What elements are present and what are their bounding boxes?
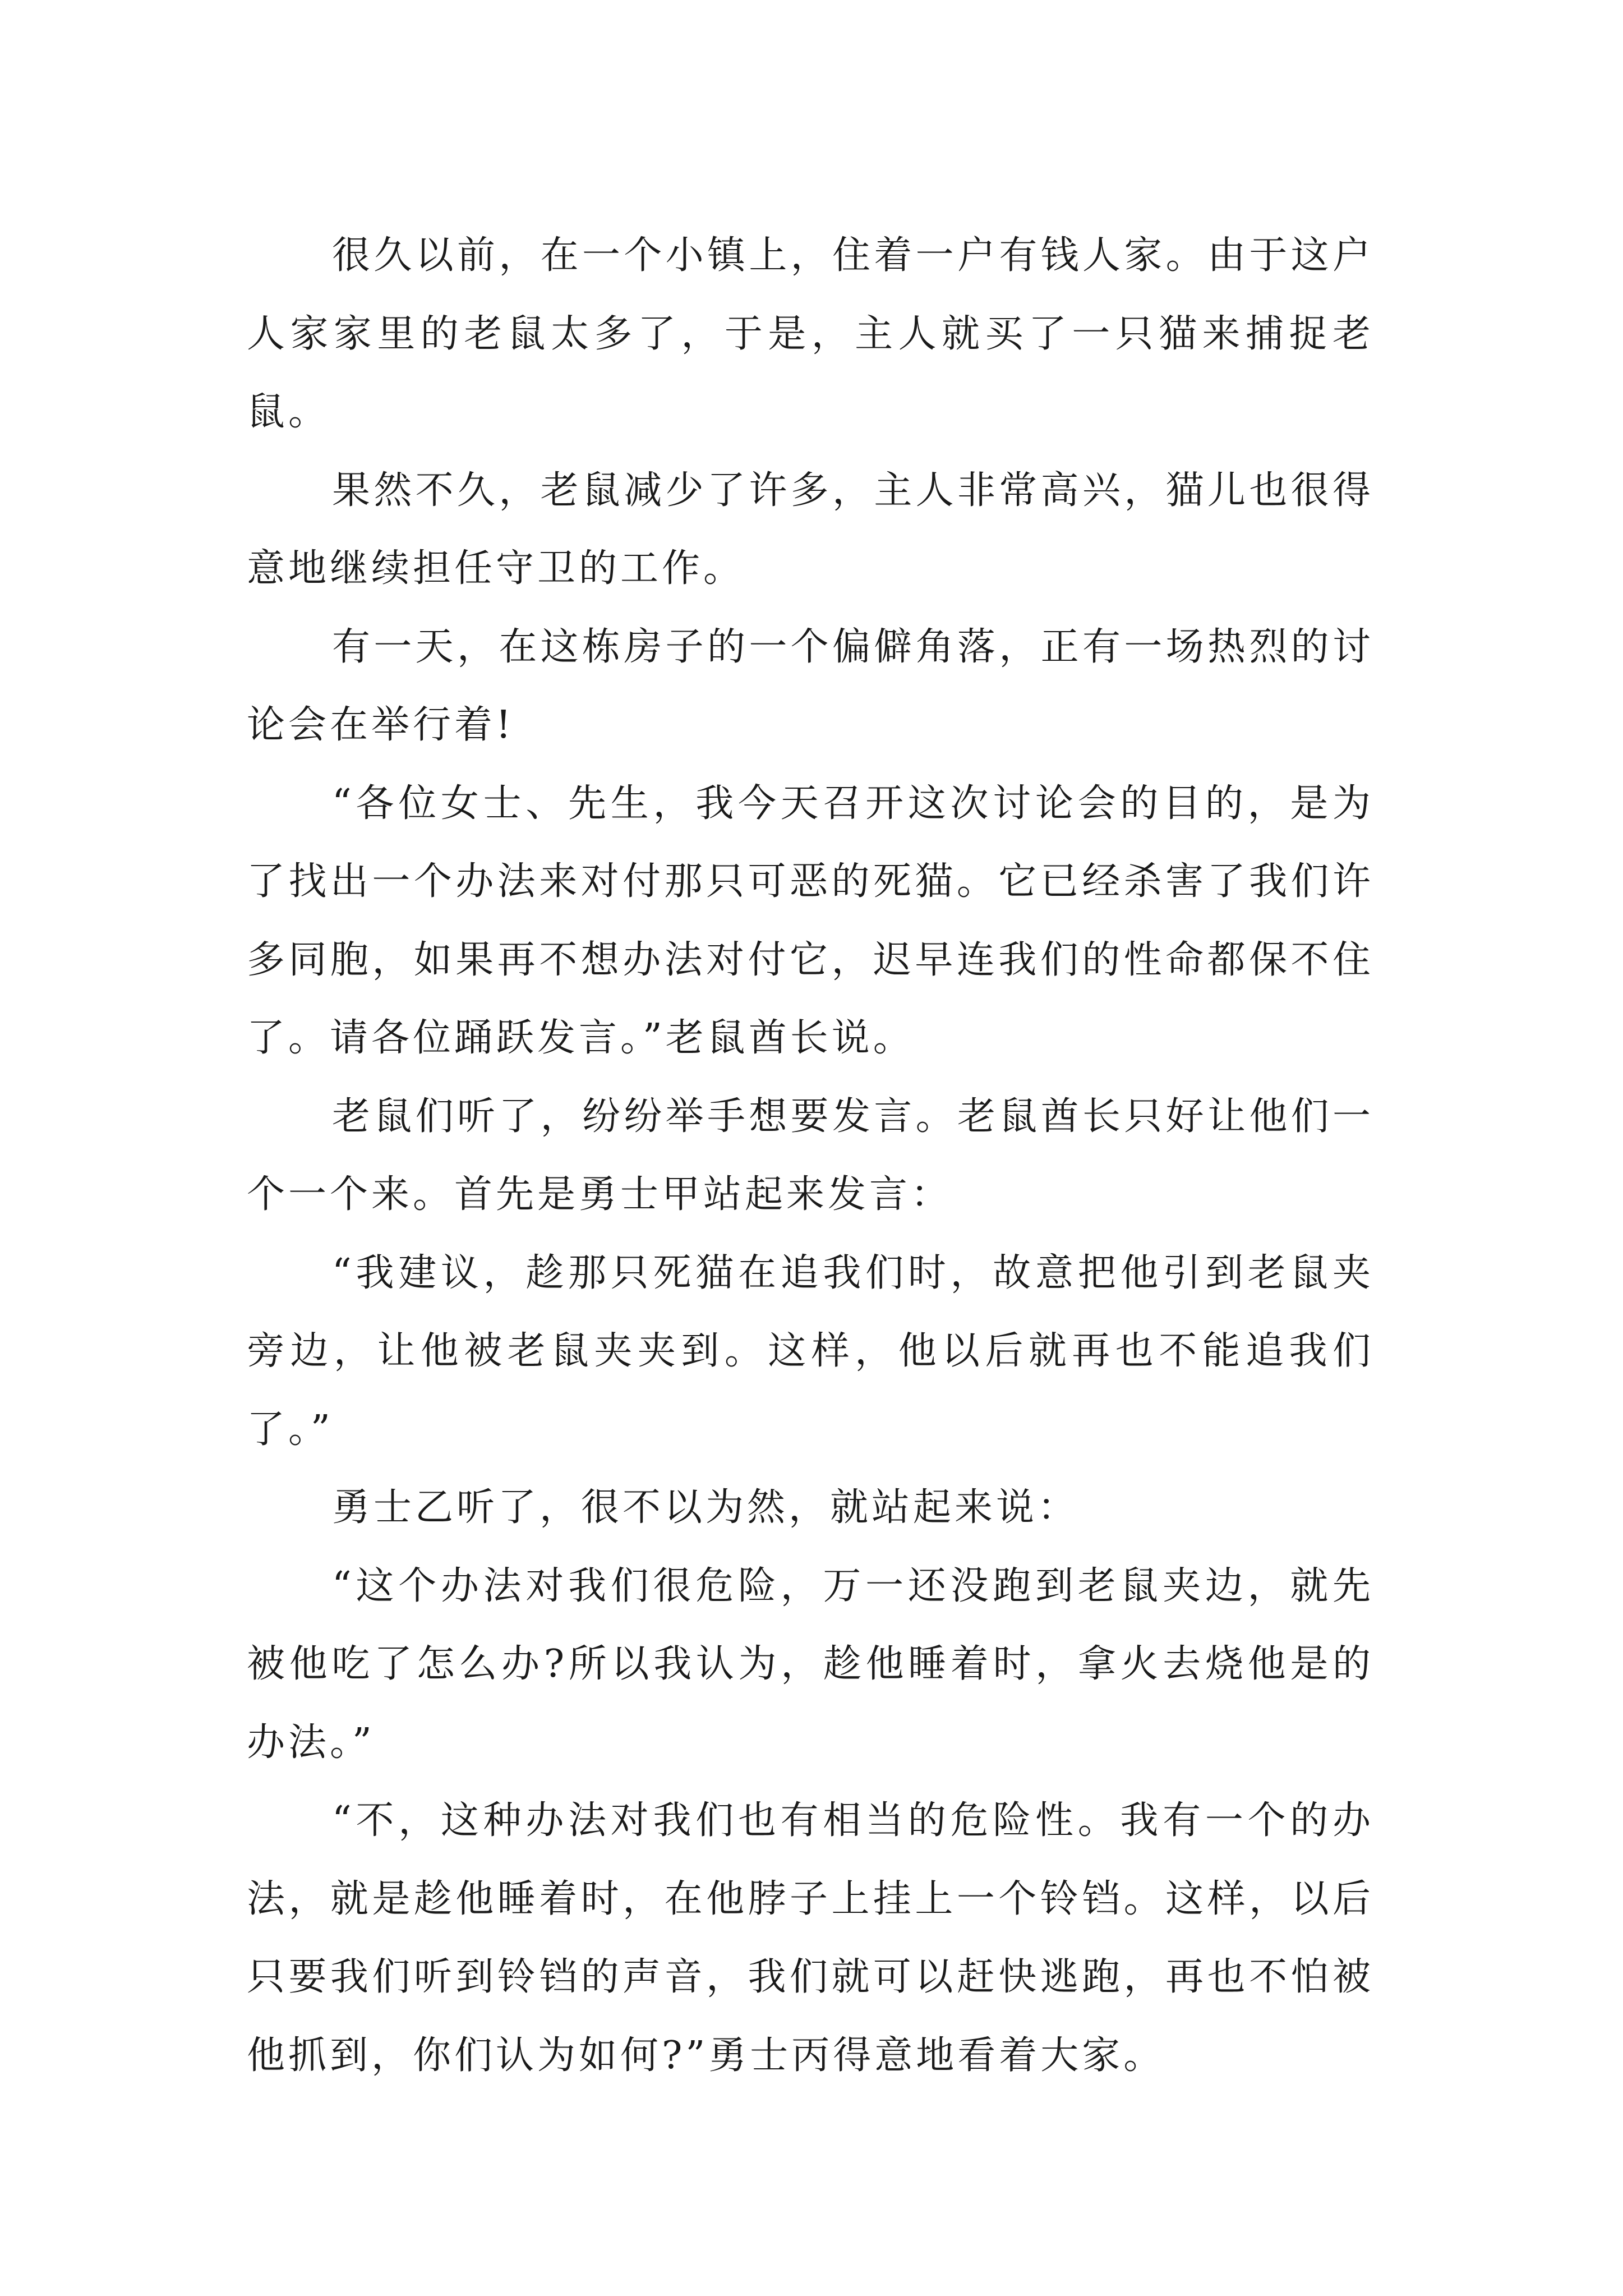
- paragraph-7: 勇士乙听了，很不以为然，就站起来说：: [332, 1485, 1080, 1530]
- paragraph-4: “各位女士、先生，我今天召开这次讨论会的目的，是为了找出一个办法来对付那只可恶的死猫。它已经杀害了我们许多同胞，如果再不想办法对付它，迟早连我们的性命都保不住了。请各位踊跃发言。”老鼠酋长说。: [247, 781, 1374, 1060]
- paragraph-6: “我建议，趁那只死猫在追我们时，故意把他引到老鼠夹旁边，让他被老鼠夹夹到。这样，他以后就再也不能追我们了。”: [247, 1250, 1374, 1452]
- paragraph-2: 果然不久，老鼠减少了许多，主人非常高兴，猫儿也很得意地继续担任守卫的工作。: [247, 468, 1374, 591]
- paragraph-1: 很久以前，在一个小镇上，住着一户有钱人家。由于这户人家家里的老鼠太多了，于是，主人就买了一只猫来捕捉老鼠。: [247, 233, 1374, 434]
- paragraph-8: “这个办法对我们很危险，万一还没跑到老鼠夹边，就先被他吃了怎么办?所以我认为，趁他睡着时，拿火去烧他是的办法。”: [247, 1563, 1374, 1765]
- document-body: [247, 217, 1374, 2095]
- paragraph-3: 有一天，在这栋房子的一个偏僻角落，正有一场热烈的讨论会在举行着!: [247, 624, 1374, 747]
- paragraph-5: 老鼠们听了，纷纷举手想要发言。老鼠酋长只好让他们一个一个来。首先是勇士甲站起来发言：: [247, 1094, 1374, 1217]
- paragraph-9: “不，这种办法对我们也有相当的危险性。我有一个的办法，就是趁他睡着时，在他脖子上挂上一个铃铛。这样，以后只要我们听到铃铛的声音，我们就可以赶快逃跑，再也不怕被他抓到，你们认为如何?”勇士丙得意地看着大家。: [247, 1798, 1374, 2078]
